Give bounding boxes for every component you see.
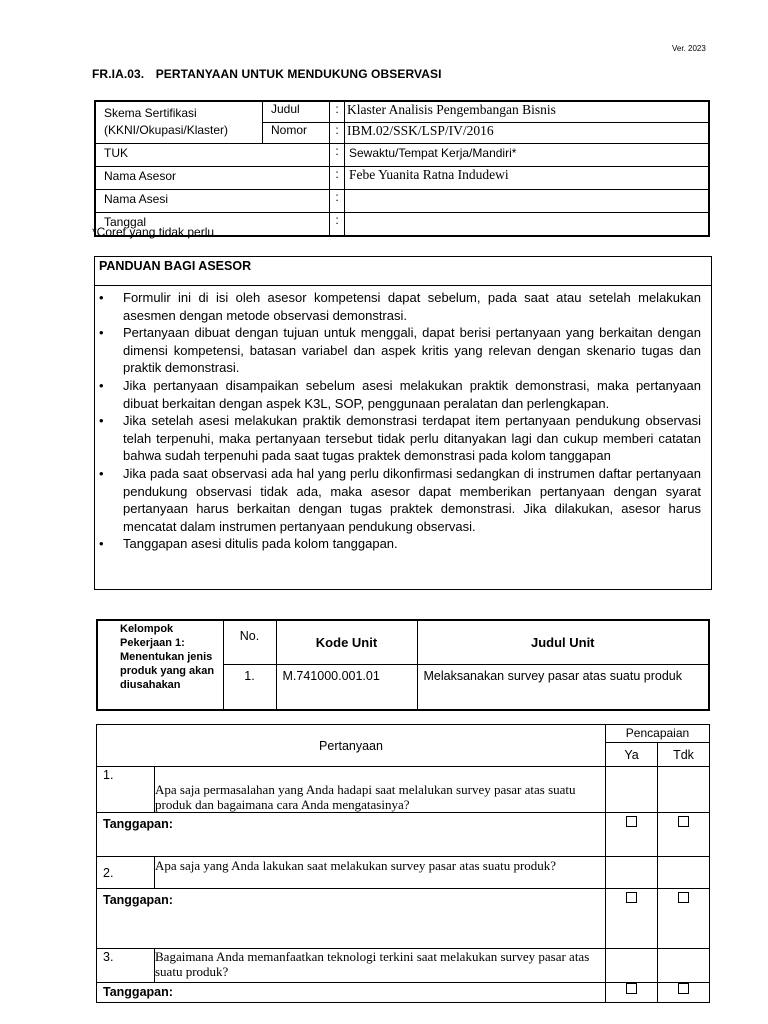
question-number: 1. bbox=[97, 767, 155, 813]
panduan-item bbox=[95, 324, 701, 377]
form-code: FR.IA.03. bbox=[92, 67, 145, 81]
unit-no: 1. bbox=[223, 664, 276, 710]
asesi-value[interactable] bbox=[345, 190, 710, 213]
skema-label-line2: (KKNI/Okupasi/Klaster) bbox=[104, 123, 229, 137]
header-pencapaian: Pencapaian bbox=[606, 725, 710, 743]
ya-cell[interactable] bbox=[606, 983, 658, 1003]
panduan-divider bbox=[95, 285, 711, 286]
header-kode-unit: Kode Unit bbox=[276, 620, 417, 664]
form-title bbox=[92, 67, 442, 81]
question-text: Bagaimana Anda memanfaatkan teknologi terkini saat melakukan survey pasar atas suatu produk? bbox=[155, 949, 606, 983]
tanggal-value[interactable] bbox=[345, 213, 710, 237]
tanggapan-label[interactable]: Tanggapan: bbox=[97, 889, 606, 949]
panduan-item-text: Jika pada saat observasi ada hal yang perlu dikonfirmasi sedangkan di instrumen daftar pertanyaan pendukung observasi tidak ada, maka asesor dapat memberikan pertanyaan dengan syarat pertanyaan harus berkaitan dengan tugas praktek demonstrasi. Jika dilakukan, asesor harus mencatat dalam instrumen pertanyaan pendukung observasi. bbox=[123, 465, 701, 534]
bullet: • bbox=[99, 325, 104, 341]
empty-cell bbox=[658, 857, 710, 889]
tuk-value: Sewaktu/Tempat Kerja/Mandiri* bbox=[345, 144, 710, 167]
panduan-item-text: Jika pertanyaan disampaikan sebelum asesi melakukan praktik demonstrasi, maka pertanyaan dibuat berkaitan dengan aspek K3L, SOP, penggunaan peralatan dan perlengkapan. bbox=[123, 377, 701, 411]
empty-cell bbox=[606, 949, 658, 983]
panduan-item bbox=[95, 535, 701, 553]
nomor-value: IBM.02/SSK/LSP/IV/2016 bbox=[345, 123, 710, 144]
panduan-item-text: Pertanyaan dibuat dengan tujuan untuk menggali, dapat berisi pertanyaan yang berkaitan dengan dimensi kompetensi, batasan variabel dan aspek kritis yang relevan dengan skenario tugas dan praktik demonstrasi. bbox=[123, 325, 701, 376]
tanggapan-label[interactable]: Tanggapan: bbox=[97, 983, 606, 1003]
question-number: 3. bbox=[97, 949, 155, 983]
question-number: 2. bbox=[97, 857, 155, 889]
asesor-label: Nama Asesor bbox=[95, 167, 330, 190]
empty-cell bbox=[606, 767, 658, 813]
colon: : bbox=[330, 123, 345, 144]
tuk-label: TUK bbox=[95, 144, 330, 167]
unit-kode: M.741000.001.01 bbox=[276, 664, 417, 710]
tanggal-label: Tanggal bbox=[95, 213, 330, 237]
empty-cell bbox=[658, 767, 710, 813]
skema-label-line1: Skema Sertifikasi bbox=[104, 106, 197, 120]
judul-value: Klaster Analisis Pengembangan Bisnis bbox=[345, 101, 710, 123]
colon: : bbox=[330, 167, 345, 190]
skema-label bbox=[95, 101, 263, 144]
empty-cell bbox=[658, 949, 710, 983]
bullet: • bbox=[99, 465, 104, 481]
unit-table bbox=[96, 619, 710, 711]
tanggapan-label[interactable]: Tanggapan: bbox=[97, 813, 606, 857]
nomor-label: Nomor bbox=[263, 123, 330, 144]
unit-judul: Melaksanakan survey pasar atas suatu produk bbox=[417, 664, 709, 710]
judul-label: Judul bbox=[263, 101, 330, 123]
header-tdk: Tdk bbox=[658, 743, 710, 767]
panduan-item-text: Formulir ini di isi oleh asesor kompetensi dapat sebelum, pada saat atau setelah melakukan asesmen dengan metode observasi demonstrasi. bbox=[123, 290, 701, 323]
tdk-cell[interactable] bbox=[658, 889, 710, 949]
panduan-item-text: Tanggapan asesi ditulis pada kolom tanggapan. bbox=[123, 536, 398, 552]
panduan-item bbox=[95, 289, 701, 324]
header-judul-unit: Judul Unit bbox=[417, 620, 709, 664]
asesi-label: Nama Asesi bbox=[95, 190, 330, 213]
colon: : bbox=[330, 190, 345, 213]
question-text: Apa saja permasalahan yang Anda hadapi saat melalukan survey pasar atas suatu produk dan bagaimana cara Anda mengatasinya? bbox=[155, 767, 606, 813]
header-no: No. bbox=[223, 620, 276, 664]
info-table bbox=[94, 100, 710, 237]
ya-checkbox[interactable] bbox=[626, 816, 637, 827]
ya-cell[interactable] bbox=[606, 889, 658, 949]
tdk-cell[interactable] bbox=[658, 983, 710, 1003]
header-ya: Ya bbox=[606, 743, 658, 767]
panduan-item bbox=[95, 465, 701, 535]
question-table bbox=[96, 724, 710, 1003]
panduan-list bbox=[95, 289, 701, 553]
tdk-cell[interactable] bbox=[658, 813, 710, 857]
tdk-checkbox[interactable] bbox=[678, 892, 689, 903]
tdk-checkbox[interactable] bbox=[678, 816, 689, 827]
panduan-title: PANDUAN BAGI ASESOR bbox=[99, 259, 252, 273]
colon: : bbox=[330, 213, 345, 237]
kelompok-label: Kelompok Pekerjaan 1: Menentukan jenis produk yang akan diusahakan bbox=[97, 620, 223, 710]
bullet: • bbox=[99, 413, 104, 429]
bullet: • bbox=[99, 290, 104, 305]
panduan-item bbox=[95, 412, 701, 465]
form-title-text: PERTANYAAN UNTUK MENDUKUNG OBSERVASI bbox=[155, 67, 442, 81]
panduan-box bbox=[94, 256, 712, 590]
ya-cell[interactable] bbox=[606, 813, 658, 857]
version-label: Ver. 2023 bbox=[672, 44, 706, 53]
colon: : bbox=[330, 144, 345, 167]
coret-note: *Coret yang tidak perlu bbox=[92, 225, 215, 239]
colon: : bbox=[330, 101, 345, 123]
empty-cell bbox=[606, 857, 658, 889]
tdk-checkbox[interactable] bbox=[678, 983, 689, 994]
header-pertanyaan: Pertanyaan bbox=[97, 725, 606, 767]
asesor-value: Febe Yuanita Ratna Indudewi bbox=[345, 167, 710, 190]
bullet: • bbox=[99, 536, 104, 552]
bullet: • bbox=[99, 377, 104, 393]
ya-checkbox[interactable] bbox=[626, 892, 637, 903]
panduan-item bbox=[95, 377, 701, 412]
ya-checkbox[interactable] bbox=[626, 983, 637, 994]
question-text: Apa saja yang Anda lakukan saat melakukan survey pasar atas suatu produk? bbox=[155, 857, 606, 889]
panduan-item-text: Jika setelah asesi melakukan praktik demonstrasi terdapat item pertanyaan pendukung observasi telah terpenuhi, maka pertanyaan tersebut tidak perlu ditanyakan lagi dan cukup memberi catatan bahwa sudah terpenuhi pada saat tugas praktek demonstrasi pada kolom tanggapan bbox=[123, 413, 701, 464]
